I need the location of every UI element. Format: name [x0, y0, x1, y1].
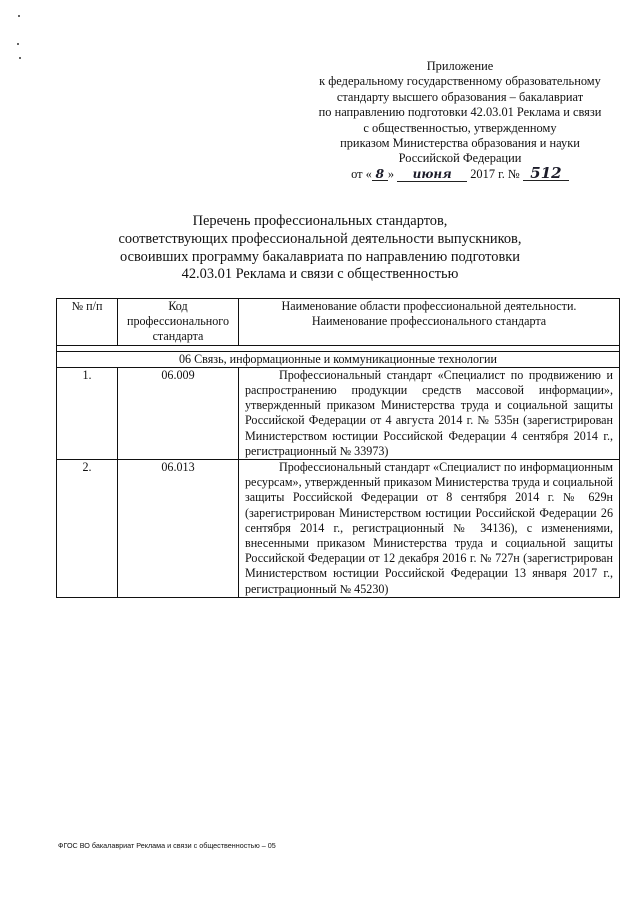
order-number-handwritten: 512 — [523, 167, 569, 181]
appendix-line: по направлению подготовки 42.03.01 Реклама и связи — [318, 105, 602, 120]
header-name: Наименование области профессиональной деятельности. Наименование профессионального стандарта — [239, 299, 620, 346]
row-name-cell — [239, 367, 620, 459]
scan-speck — [17, 43, 19, 45]
row-number: 2. — [57, 460, 118, 598]
title-line: 42.03.01 Реклама и связи с общественностью — [181, 266, 459, 283]
document-title — [90, 213, 550, 284]
table-row — [57, 367, 620, 459]
order-year: 2017 г. № — [470, 166, 520, 181]
appendix-line: Приложение — [426, 59, 494, 73]
table-section-row — [57, 351, 620, 367]
order-month-handwritten: июня — [397, 168, 467, 182]
order-date-line — [300, 163, 620, 182]
title-line: Перечень профессиональных стандартов, — [192, 213, 448, 229]
appendix-line: с общественностью, утвержденному — [363, 120, 557, 135]
order-sep: » — [387, 166, 395, 181]
table-row — [57, 460, 620, 598]
scan-speck — [19, 57, 21, 59]
table-header-row — [57, 299, 620, 346]
order-day-handwritten: 8 — [372, 167, 388, 181]
row-code: 06.013 — [118, 460, 239, 598]
appendix-line: Российской Федерации — [398, 151, 522, 166]
section-title: 06 Связь, информационные и коммуникационные технологии — [57, 351, 620, 367]
appendix-line: стандарту высшего образования – бакалавриат — [336, 89, 584, 104]
row-number: 1. — [57, 367, 118, 459]
page-footer: ФГОС ВО бакалавриат Реклама и связи с общественностью – 05 — [58, 841, 276, 850]
row-name: Профессиональный стандарт «Специалист по продвижению и распространению продукции средств массовой информации», утвержденный приказом Министерства труда и социальной защиты Российской Федерации от 4 августа 2014 г. № 535н (зарегистрирован Министерством юстиции Российской Федерации 4 сентября 2014 г., регистрационный № 33973) — [245, 367, 613, 458]
order-prefix: от « — [351, 166, 372, 181]
row-name: Профессиональный стандарт «Специалист по информационным ресурсам», утвержденный приказом Министерства труда и социальной защиты Российской Федерации от 8 сентября 2014 г. № 629н (зарегистрирован Министерством юстиции Российской Федерации 26 сентября 2014 г., регистрационный № 34136), с изменениями, внесенными приказом Министерства труда и социальной защиты Российской Федерации от 12 декабря 2016 г. № 727н (зарегистрирован Министерством юстиции Российской Федерации 13 января 2017 г., регистрационный № 45230) — [245, 460, 613, 596]
header-number: № п/п — [57, 299, 118, 346]
standards-table — [56, 298, 620, 598]
header-code: Код профессионального стандарта — [118, 299, 239, 346]
appendix-block — [300, 59, 620, 182]
scan-speck — [18, 15, 20, 17]
row-name-cell — [239, 460, 620, 598]
row-code: 06.009 — [118, 367, 239, 459]
title-line: освоивших программу бакалавриата по направлению подготовки — [120, 248, 520, 265]
appendix-line: приказом Министерства образования и науки — [340, 136, 580, 151]
appendix-line: к федеральному государственному образовательному — [319, 74, 601, 89]
title-line: соответствующих профессиональной деятельности выпускников, — [118, 230, 522, 247]
